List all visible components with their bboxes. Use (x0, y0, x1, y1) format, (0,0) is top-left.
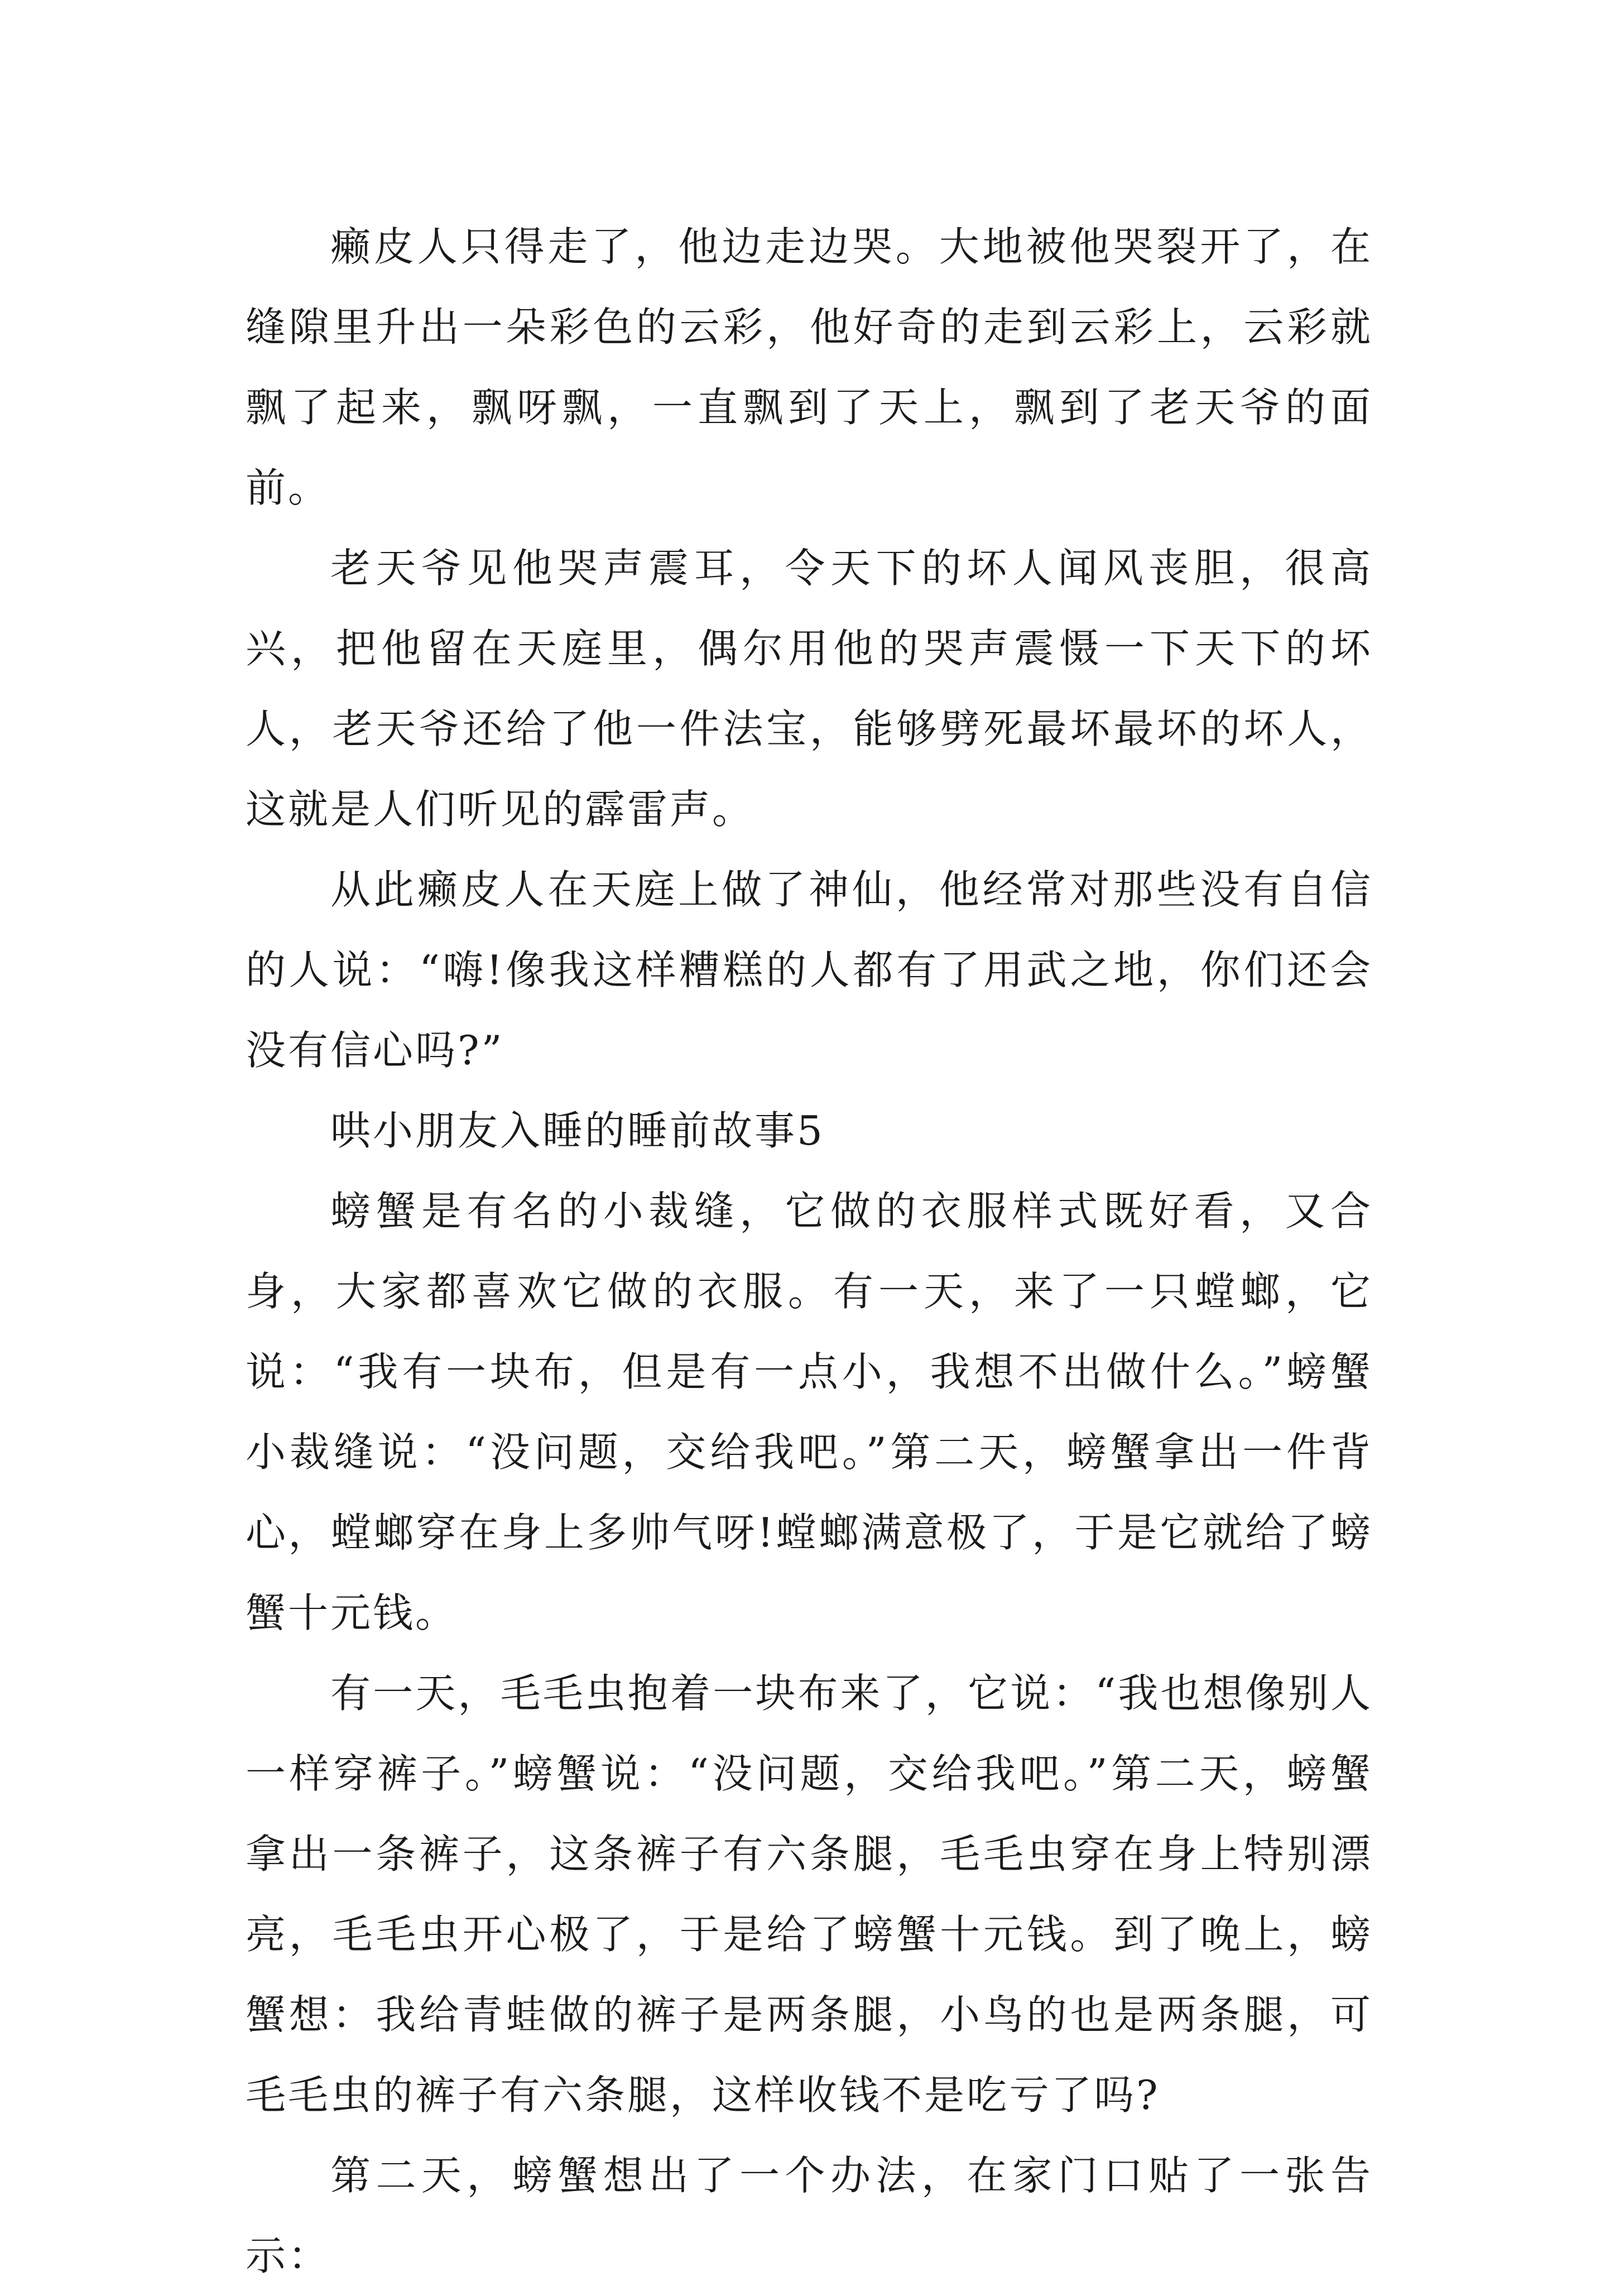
story-heading: 哄小朋友入睡的睡前故事5 (330, 1107, 825, 1154)
paragraph-3: 从此癞皮人在天庭上做了神仙，他经常对那些没有自信的人说：“嗨!像我这样糟糕的人都有了用武之地，你们还会没有信心吗?” (246, 866, 1373, 1074)
paragraph-5: 螃蟹是有名的小裁缝，它做的衣服样式既好看，又合身，大家都喜欢它做的衣服。有一天，来了一只螳螂，它说：“我有一块布，但是有一点小，我想不出做什么。”螃蟹小裁缝说：“没问题，交给我吧。”第二天，螃蟹拿出一件背心，螳螂穿在身上多帅气呀!螳螂满意极了，于是它就给了螃蟹十元钱。 (246, 1188, 1373, 1636)
paragraph-7: 第二天，螃蟹想出了一个办法，在家门口贴了一张告示： (246, 2152, 1373, 2279)
paragraph-1: 癞皮人只得走了，他边走边哭。大地被他哭裂开了，在缝隙里升出一朵彩色的云彩，他好奇的走到云彩上，云彩就飘了起来，飘呀飘，一直飘到了天上，飘到了老天爷的面前。 (246, 223, 1373, 511)
paragraph-2: 老天爷见他哭声震耳，令天下的坏人闻风丧胆，很高兴，把他留在天庭里，偶尔用他的哭声震慑一下天下的坏人，老天爷还给了他一件法宝，能够劈死最坏最坏的坏人，这就是人们听见的霹雷声。 (246, 545, 1373, 833)
paragraph-6: 有一天，毛毛虫抱着一块布来了，它说：“我也想像别人一样穿裤子。”螃蟹说：“没问题，交给我吧。”第二天，螃蟹拿出一条裤子，这条裤子有六条腿，毛毛虫穿在身上特别漂亮，毛毛虫开心极了，于是给了螃蟹十元钱。到了晚上，螃蟹想：我给青蛙做的裤子是两条腿，小鸟的也是两条腿，可毛毛虫的裤子有六条腿，这样收钱不是吃亏了吗? (246, 1670, 1373, 2119)
document-body (246, 206, 1373, 2296)
